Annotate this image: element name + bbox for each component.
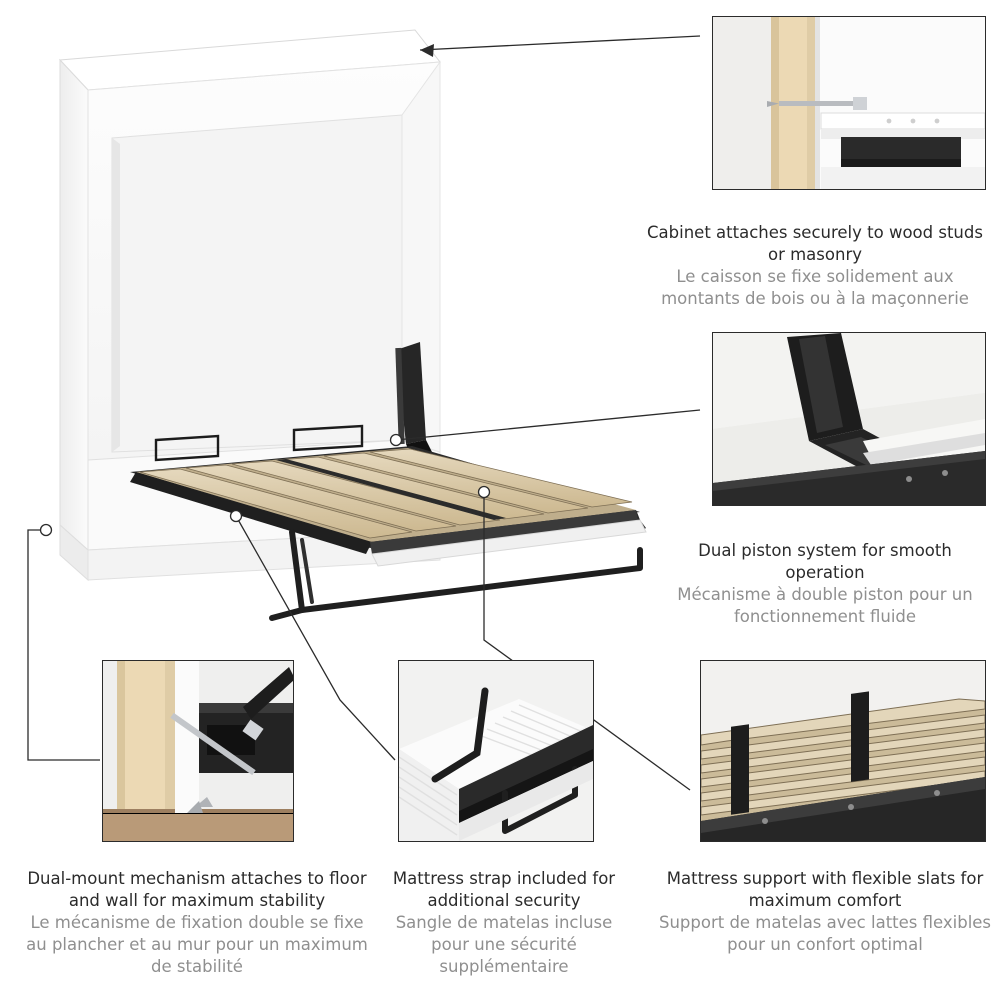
callout-fr-mattress-strap: Sangle de matelas incluse pour une sécurité supplémentaire — [395, 913, 613, 976]
callout-en-mattress-support: Mattress support with flexible slats for maximum comfort — [666, 869, 984, 910]
callout-fr-mattress-support: Support de matelas avec lattes flexibles pour un confort optimal — [658, 913, 992, 954]
callout-image-mattress-support — [700, 660, 986, 842]
callout-fr-dual-mount: Le mécanisme de fixation double se fixe au plancher et au mur pour un maximum de stabilité — [26, 913, 368, 976]
callout-text-cabinet-attachment — [640, 222, 990, 310]
callout-fr-dual-piston: Mécanisme à double piston pour un fonctionnement fluide — [677, 585, 973, 626]
callout-en-dual-piston: Dual piston system for smooth operation — [698, 541, 952, 582]
callout-text-mattress-strap — [390, 868, 618, 978]
callout-text-dual-piston — [660, 540, 990, 628]
callout-text-dual-mount — [18, 868, 376, 978]
callout-text-mattress-support — [658, 868, 992, 956]
callout-en-dual-mount: Dual-mount mechanism attaches to floor and wall for maximum stability — [27, 869, 367, 910]
callout-image-dual-mount — [102, 660, 294, 842]
callout-image-dual-piston — [712, 332, 986, 506]
callout-image-cabinet-attachment — [712, 16, 986, 190]
callout-image-mattress-strap — [398, 660, 594, 842]
callout-en-mattress-strap: Mattress strap included for additional security — [392, 869, 616, 910]
callout-en-cabinet-attachment: Cabinet attaches securely to wood studs or masonry — [647, 223, 983, 264]
callout-fr-cabinet-attachment: Le caisson se fixe solidement aux montants de bois ou à la maçonnerie — [661, 267, 969, 308]
